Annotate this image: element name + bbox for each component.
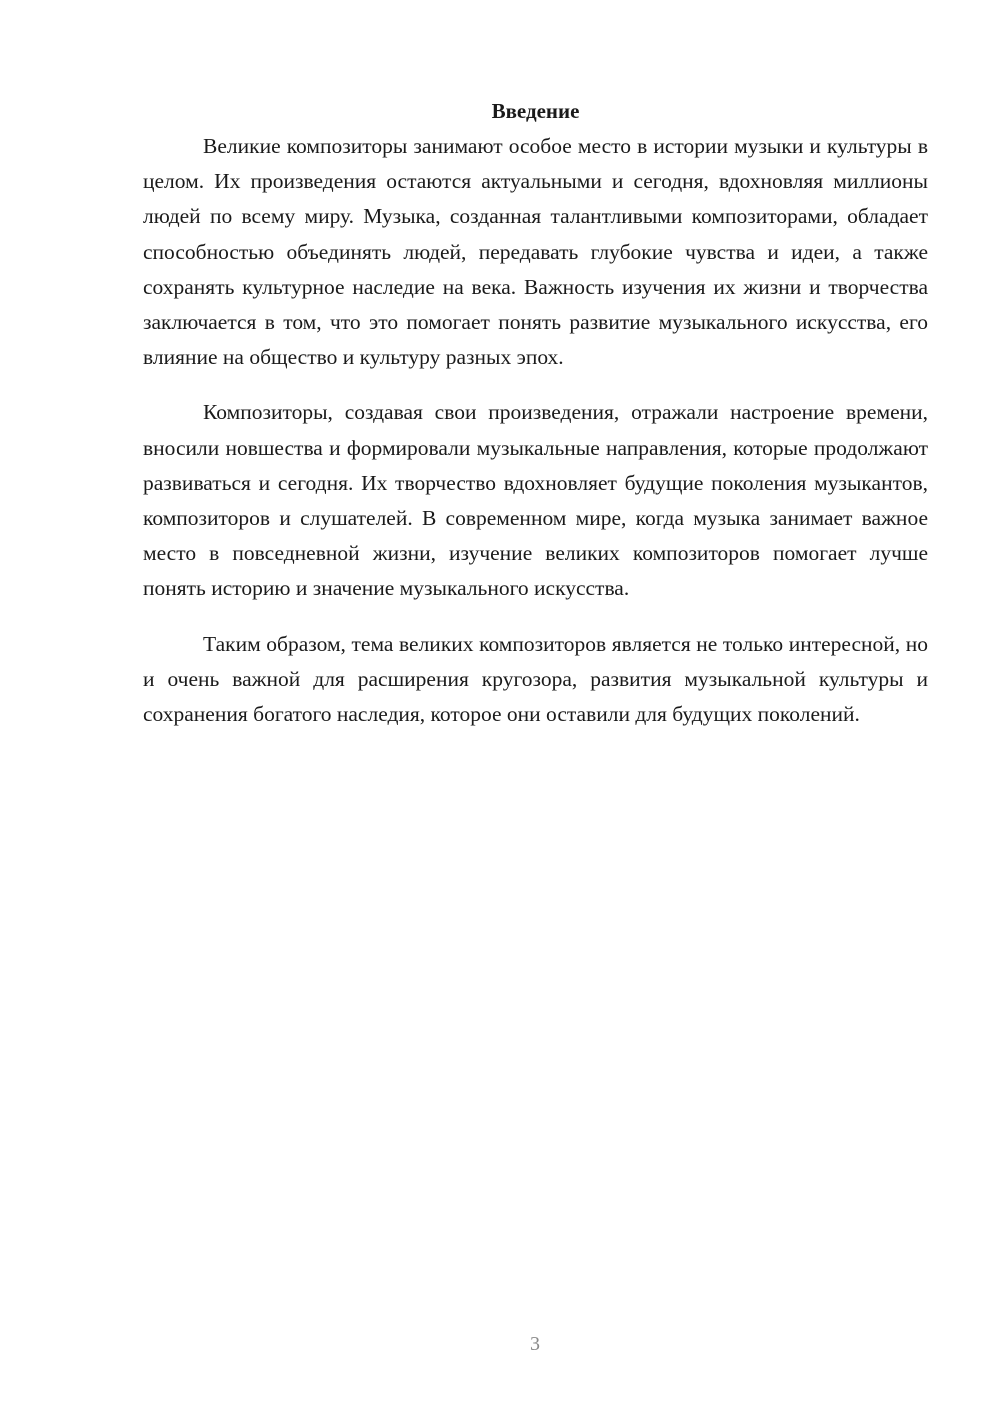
page-number: 3 xyxy=(530,1333,540,1355)
paragraph-1: Великие композиторы занимают особое место в истории музыки и культуры в целом. Их произведения остаются актуальными и сегодня, вдохновляя миллионы людей по всему миру. Музыка, созданная талантливыми композиторами, обладает способностью объединять людей, передавать глубокие чувства и идеи, а также сохранять культурное наследие на века. Важность изучения их жизни и творчества заключается в том, что это помогает понять развитие музыкального искусства, его влияние на общество и культуру разных эпох. xyxy=(143,134,928,370)
paragraph-2: Композиторы, создавая свои произведения, отражали настроение времени, вносили новшества и формировали музыкальные направления, которые продолжают развиваться и сегодня. Их творчество вдохновляет будущие поколения музыкантов, композиторов и слушателей. В современном мире, когда музыка занимает важное место в повседневной жизни, изучение великих композиторов помогает лучше понять историю и значение музыкального искусства. xyxy=(143,400,928,601)
page-content xyxy=(143,95,928,752)
paragraph-3: Таким образом, тема великих композиторов является не только интересной, но и очень важной для расширения кругозора, развития музыкальной культуры и сохранения богатого наследия, которое они оставили для будущих поколений. xyxy=(143,631,928,727)
section-heading: Введение xyxy=(491,99,580,123)
